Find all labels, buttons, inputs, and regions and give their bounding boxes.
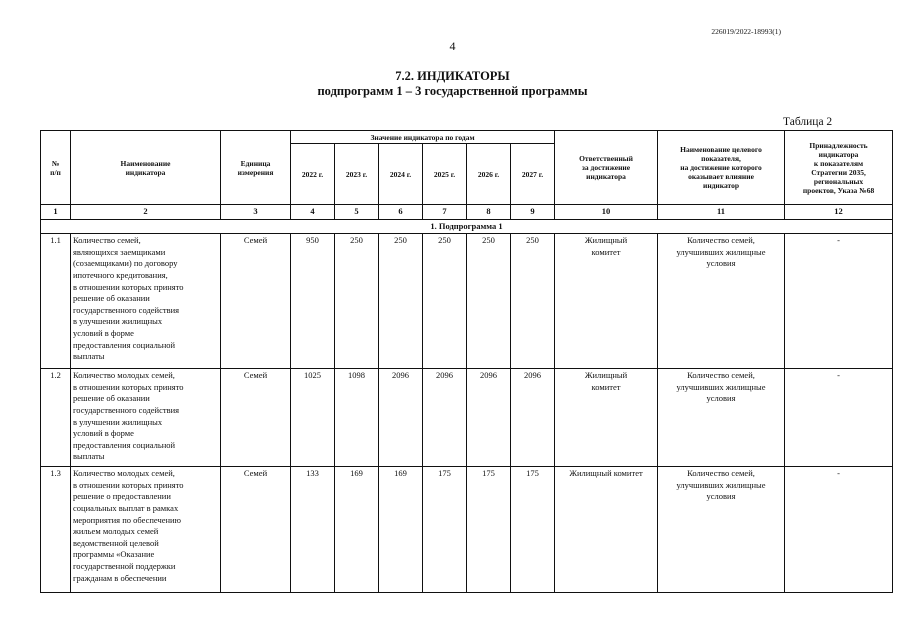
header-year: 2027 г. [511,144,555,205]
header-responsible: Ответственный за достижение индикатора [555,131,658,205]
row-value-2026: 175 [467,467,511,593]
row-belonging: - [785,467,893,593]
row-value-2022: 1025 [291,369,335,467]
indicators-table [40,130,893,593]
row-value-2024: 250 [379,234,423,369]
row-target-indicator: Количество семей, улучшивших жилищные условия [658,467,785,593]
column-number: 6 [379,205,423,220]
column-number: 11 [658,205,785,220]
row-value-2024: 2096 [379,369,423,467]
column-number: 1 [41,205,71,220]
column-number: 5 [335,205,379,220]
row-value-2024: 169 [379,467,423,593]
header-year: 2022 г. [291,144,335,205]
row-num: 1.3 [41,467,71,593]
row-num: 1.2 [41,369,71,467]
row-belonging: - [785,369,893,467]
table-caption: Таблица 2 [783,116,833,128]
column-number: 2 [71,205,221,220]
row-target-indicator: Количество семей, улучшивших жилищные условия [658,234,785,369]
row-value-2027: 175 [511,467,555,593]
row-value-2022: 133 [291,467,335,593]
page-number: 4 [449,39,456,53]
header-year: 2023 г. [335,144,379,205]
title-line-1: 7.2. ИНДИКАТОРЫ [395,69,510,83]
column-number: 8 [467,205,511,220]
header-year: 2026 г. [467,144,511,205]
row-responsible: Жилищный комитет [555,234,658,369]
row-value-2025: 2096 [423,369,467,467]
subprogram-heading: 1. Подпрограмма 1 [41,219,893,234]
row-value-2025: 250 [423,234,467,369]
row-value-2027: 2096 [511,369,555,467]
row-value-2023: 169 [335,467,379,593]
section-title [0,69,905,99]
column-number: 4 [291,205,335,220]
header-unit: Единица измерения [221,131,291,205]
row-indicator-name: Количество молодых семей, в отношении которых принято решение об оказании государственного содействия в улучшении жилищных условий в форме предоставления социальной выплаты [71,369,221,467]
table-row [41,234,893,369]
column-number: 9 [511,205,555,220]
row-value-2023: 250 [335,234,379,369]
header-num: № п/п [41,131,71,205]
row-target-indicator: Количество семей, улучшивших жилищные условия [658,369,785,467]
header-year: 2025 г. [423,144,467,205]
document-registration-number: 226019/2022-18993(1) [711,27,781,36]
row-value-2023: 1098 [335,369,379,467]
header-year: 2024 г. [379,144,423,205]
row-indicator-name: Количество молодых семей, в отношении которых принято решение о предоставлении социальных выплат в рамках мероприятия по обеспечению жильем молодых семей ведомственной целевой программы «Оказание государственной поддержки гражданам в обеспечении [71,467,221,593]
row-indicator-name: Количество семей, являющихся заемщиками (созаемщиками) по договору ипотечного кредитования, в отношении которых принято решение об оказании государственного содействия в улучшении жилищных условий в форме предоставления социальной выплаты [71,234,221,369]
header-indicator-name: Наименование индикатора [71,131,221,205]
title-line-2: подпрограмм 1 – 3 государственной программы [317,84,588,98]
column-number: 3 [221,205,291,220]
row-value-2026: 250 [467,234,511,369]
row-value-2025: 175 [423,467,467,593]
table-row [41,467,893,593]
row-responsible: Жилищный комитет [555,467,658,593]
row-value-2022: 950 [291,234,335,369]
header-target-indicator: Наименование целевого показателя, на достижение которого оказывает влияние индикатор [658,131,785,205]
row-num: 1.1 [41,234,71,369]
column-number: 12 [785,205,893,220]
column-number: 10 [555,205,658,220]
column-number: 7 [423,205,467,220]
header-years-group: Значение индикатора по годам [291,131,555,144]
row-value-2026: 2096 [467,369,511,467]
header-belonging: Принадлежность индикатора к показателям Стратегии 2035, региональных проектов, Указа №68 [785,131,893,205]
row-belonging: - [785,234,893,369]
row-unit: Семей [221,234,291,369]
row-unit: Семей [221,369,291,467]
row-unit: Семей [221,467,291,593]
row-responsible: Жилищный комитет [555,369,658,467]
table-row [41,369,893,467]
row-value-2027: 250 [511,234,555,369]
